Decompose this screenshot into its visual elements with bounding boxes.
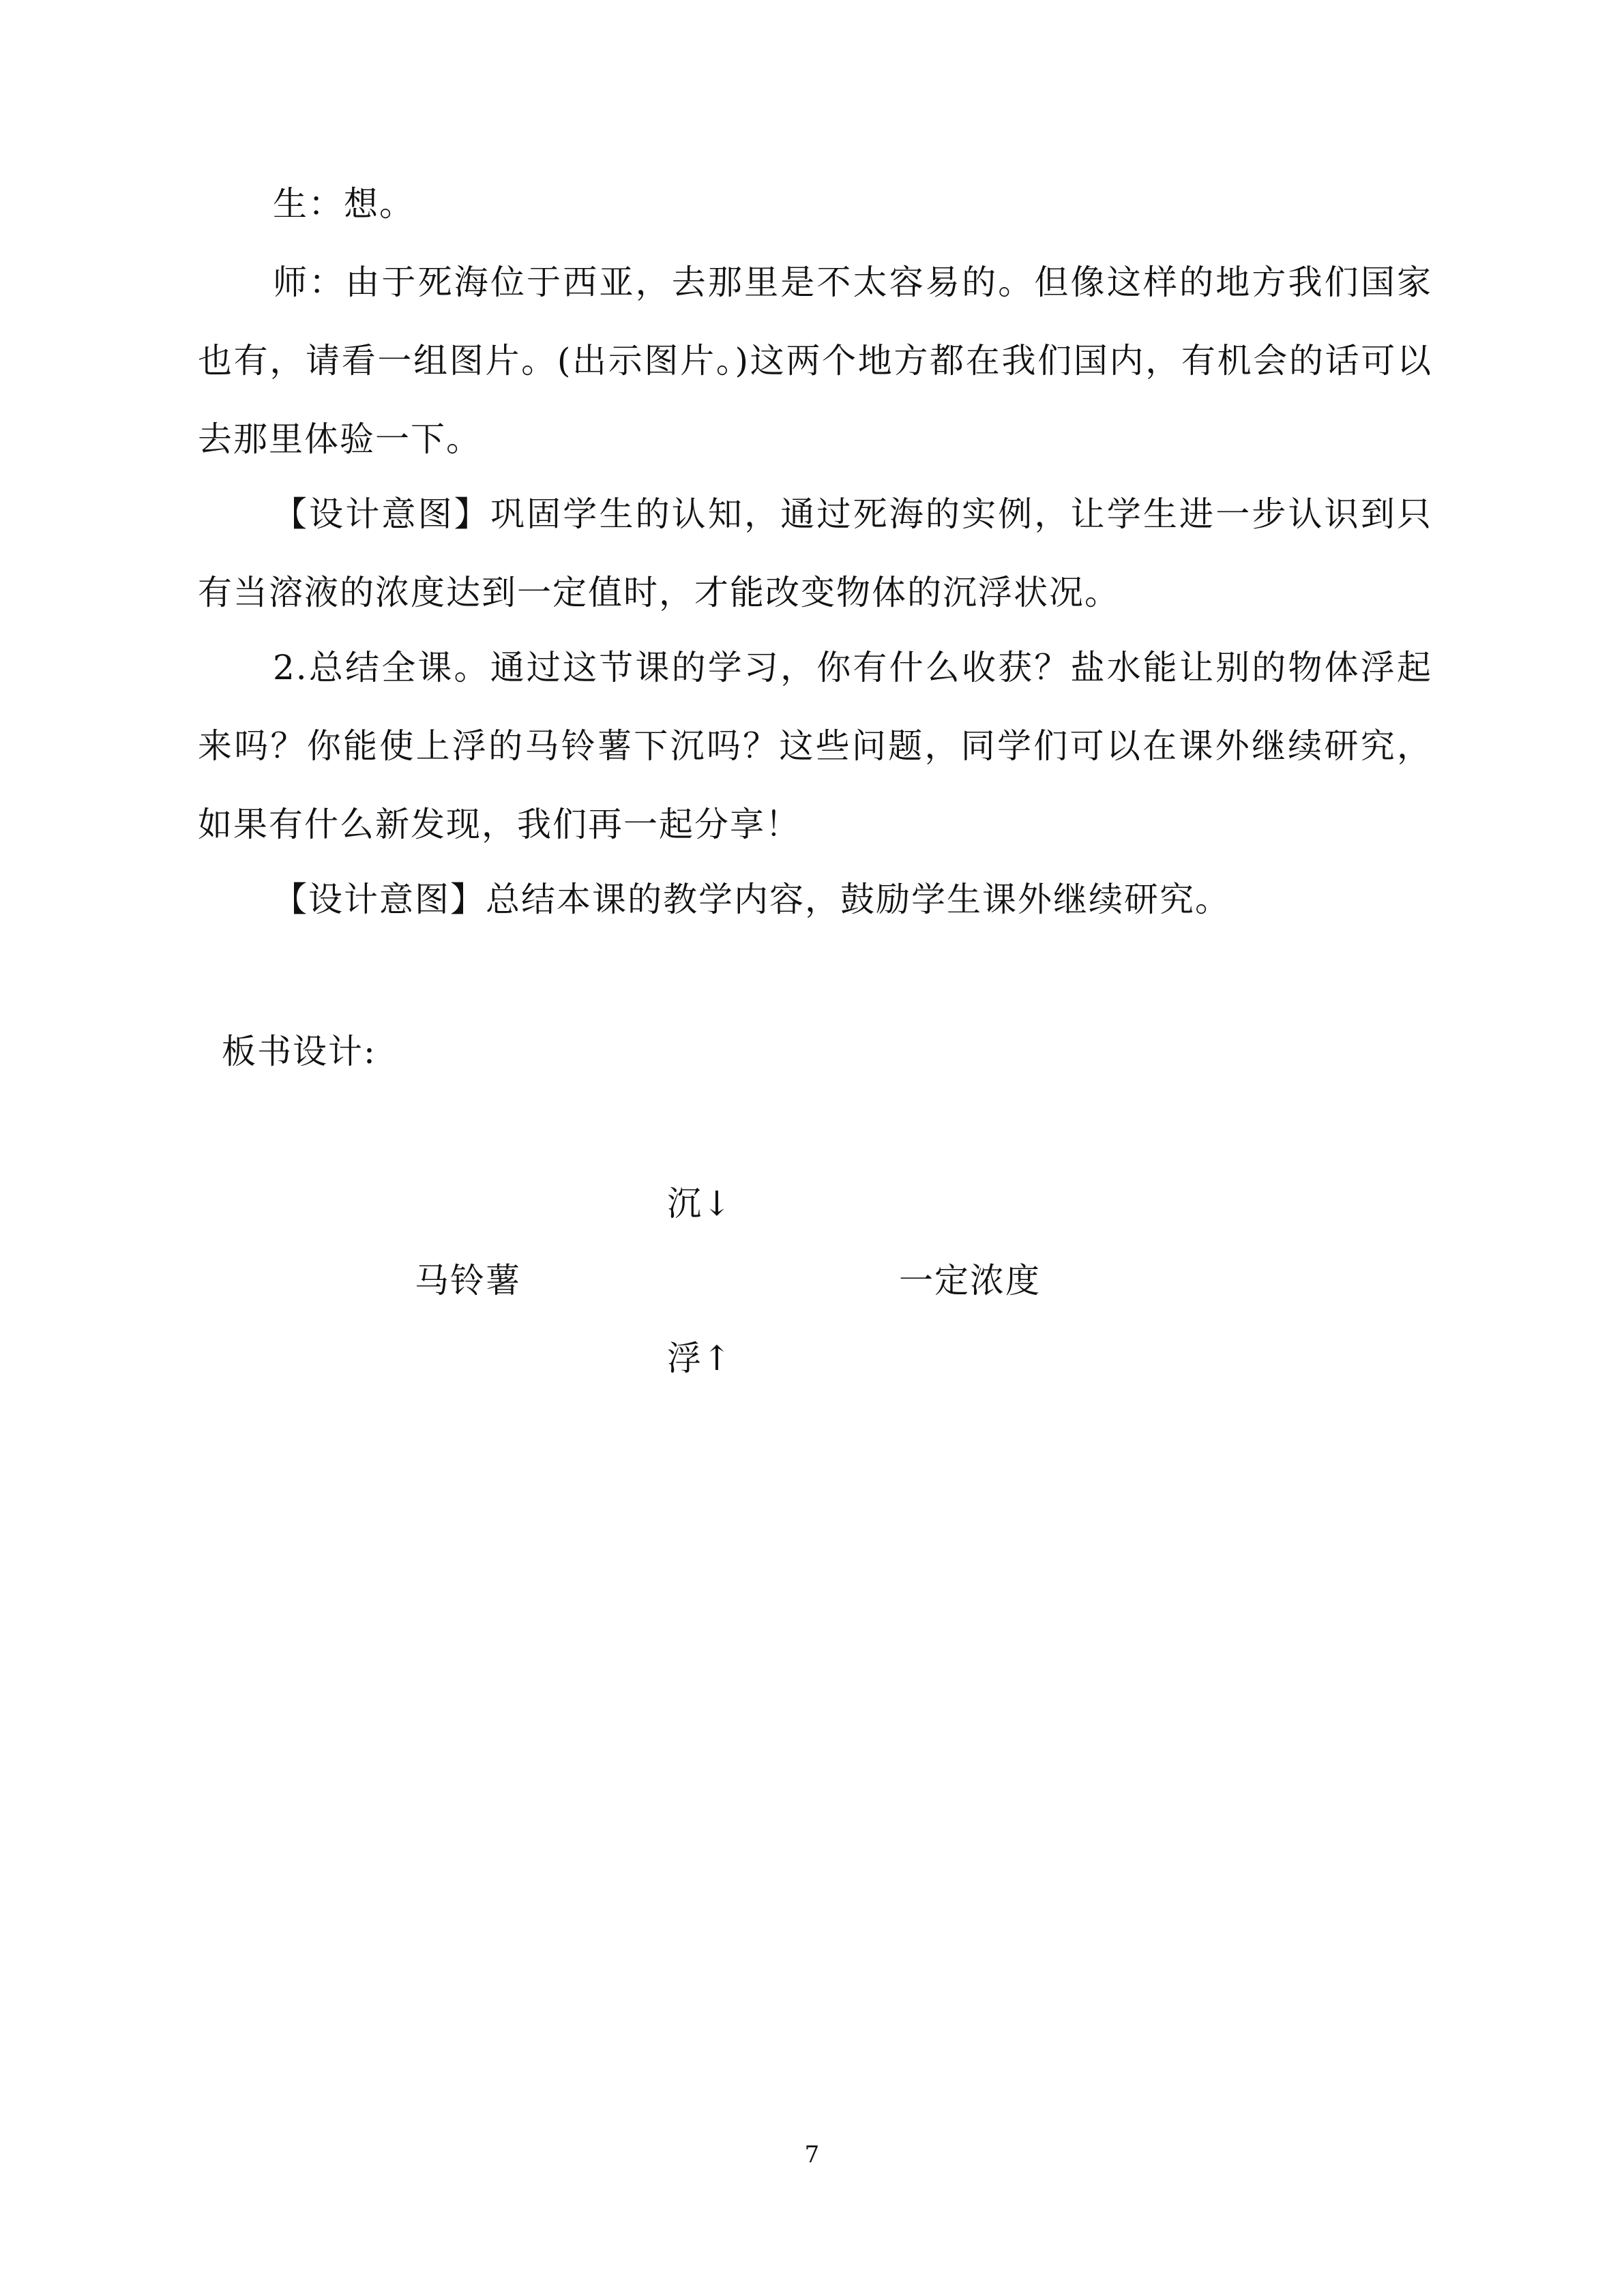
board-float-label: 浮↑ bbox=[667, 1339, 733, 1378]
page-number: 7 bbox=[804, 2141, 820, 2168]
board-subject-label: 马铃薯 bbox=[415, 1261, 521, 1300]
board-design-heading: 板书设计: bbox=[222, 1032, 377, 1071]
paragraph-lesson-summary: 2.总结全课。通过这节课的学习，你有什么收获？盐水能让别的物体浮起来吗？你能使上浮的马铃薯下沉吗？这些问题，同学们可以在课外继续研究，如果有什么新发现，我们再一起分享！ bbox=[198, 648, 1432, 844]
board-sink-label: 沉↓ bbox=[667, 1184, 733, 1223]
paragraph-design-intent-2: 【设计意图】总结本课的教学内容，鼓励学生课外继续研究。 bbox=[273, 880, 1230, 919]
board-concentration-label: 一定浓度 bbox=[899, 1261, 1041, 1300]
paragraph-teacher-dead-sea: 师：由于死海位于西亚，去那里是不太容易的。但像这样的地方我们国家也有，请看一组图片。(出示图片。)这两个地方都在我们国内，有机会的话可以去那里体验一下。 bbox=[198, 263, 1432, 459]
paragraph-student-reply: 生：想。 bbox=[273, 184, 415, 224]
paragraph-design-intent-1: 【设计意图】巩固学生的认知，通过死海的实例，让学生进一步认识到只有当溶液的浓度达到一定值时，才能改变物体的沉浮状况。 bbox=[198, 494, 1432, 612]
